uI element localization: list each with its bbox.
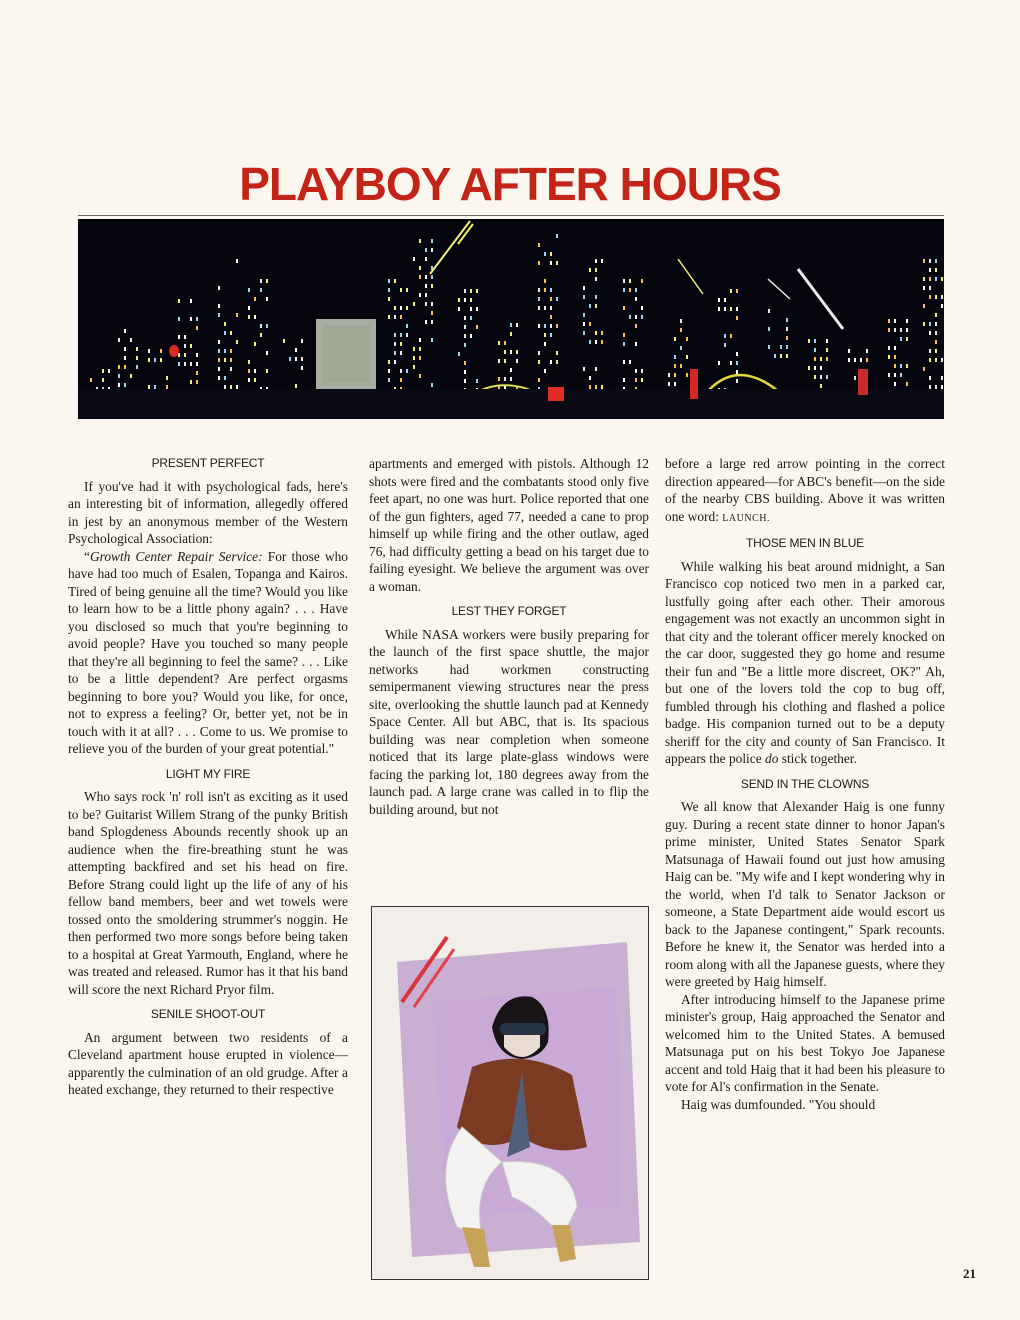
paragraph: [665, 455, 945, 527]
paragraph: [665, 558, 945, 768]
page-number: 21: [963, 1266, 976, 1281]
paragraph: If you've had it with psychological fads, here's an interesting bit of information, allegedly offered in jest by an anonymous member of the Western Psychological Association:: [68, 478, 348, 546]
masthead: PLAYBOY AFTER HOURS: [239, 158, 781, 210]
article-column-3: [665, 455, 945, 1113]
paragraph: “Growth Center Repair Service: For those who have had too much of Esalen, Topanga and Kairos. Tired of being genuine all the time? Would you like to learn how to be a little phony again? . . . Have you disclosed so much that you're beginning to avoid people? Have you touched so many people that they're all beginning to feel the same? . . . Like to be a little dependent? Are perfect orgasms beginning to bore you? Would you like, for once, not to express a feeling? Or, better yet, not be in touch with it at all? . . . Come to us. We promise to relieve you of the burden of your great potential.": [68, 548, 348, 756]
paragraph-text: before a large red arrow pointing in the correct direction appeared—for ABC's benefit—on the side of the nearby CBS building. Above it was written one word:: [665, 456, 945, 524]
paragraph: Who says rock 'n' roll isn't as exciting as it used to be? Guitarist Willem Strang of the punky British band Splogdeness Abounds recently shook up an audience when the fire-breathing stunt he was attempting backfired and set his head on fire. Before Strang could light up the life of any of his fellow band members, beer and wet towels were tossed onto the smoldering strummer's noggin. He then performed two more songs before being taken to a hospital at Great Yarmouth, England, where he was treated and released. Rumor has it that his band will score the next Richard Pryor film.: [68, 789, 348, 997]
paragraph: An argument between two residents of a Cleveland apartment house erupted in violence—apparently the culmination of an old grudge. After a heated exchange, they returned to their respective: [68, 1029, 348, 1097]
emphasis: do: [765, 751, 779, 766]
section-heading: LEST THEY FORGET: [451, 604, 567, 618]
article-column-2: [369, 455, 649, 818]
paragraph: Haig was dumfounded. "You should: [681, 1096, 876, 1112]
paragraph: apartments and emerged with pistols. Although 12 shots were fired and the combatants stood only five feet apart, no one was hurt. Police reported that one of the gun fighters, aged 77, needed a cane to prop himself up while firing and the other outlaw, aged 76, had difficulty getting a bead on his target due to failing eyesight. We believe the argument was over a woman.: [369, 456, 649, 594]
paragraph: We all know that Alexander Haig is one funny guy. During a recent state dinner to honor Japan's prime minister, United States Senator Spark Matsunaga of Hawaii found out just how amusing Haig can be. "My wife and I kept wondering why in the world, when I'd talk to Senator Jackson or someone, a State Department aide would escort us back to the Japanese contingent," Spark recounts. Before he knew it, the Senator was herded into a room along with all the Japanese guests, where they were greeted by Haig himself.: [665, 799, 945, 989]
section-heading: SENILE SHOOT-OUT: [150, 1007, 266, 1021]
masthead-rule: [78, 215, 944, 216]
section-heading: SEND IN THE CLOWNS: [740, 776, 870, 791]
paragraph-text: stick together.: [778, 751, 857, 766]
paragraph: After introducing himself to the Japanese prime minister's group, Haig approached the Senator and welcomed him to the United States. A bemused Matsunaga put on his best Tokyo Joe Japanese accent and told Haig that it had been his pleasure to vote for Al's confirmation in the Senate.: [665, 991, 945, 1094]
section-heading: THOSE MEN IN BLUE: [746, 536, 864, 550]
paragraph: While NASA workers were busily preparing for the launch of the first space shuttle, the major networks had workmen constructing semipermanent viewing structures near the press site, overlooking the shuttle launch pad at Kennedy Space Center. All but ABC, that is. Its spacious building was near completion when someone noticed that its large plate-glass windows were facing the parking lot, 180 degrees away from the launch pad. A large crane was called in to flip the building around, but not: [369, 626, 649, 817]
section-heading: LIGHT MY FIRE: [165, 766, 251, 781]
emphasis: Growth Center Repair Service:: [89, 548, 263, 564]
woman-illustration: [371, 906, 649, 1280]
city-skyline-illustration: [78, 219, 944, 419]
article-column-1: [68, 455, 348, 1099]
paragraph-text: For those who have had too much of Esalen, Topanga and Kairos. Tired of being genuine all the time? Would you like to learn how to be a little phony again? . . . Have you disclosed so much that you're beginning to avoid people? Have you touched so many people that they're all beginning to feel the same? . . . Like to be a little dependent? Are perfect orgasms beginning to bore you? Would you like, for once, not to express a feeling? Or, better yet, not be in touch with it at all? . . . Come to us. We promise to relieve you of the burden of your great potential.": [68, 548, 348, 756]
small-caps-word: LAUNCH.: [722, 512, 770, 524]
paragraph-text: While walking his beat around midnight, a San Francisco cop noticed two men in a parked car, lustfully going after each other. Their amorous engagement was not exactly an uncommon sight in that city and the tolerant officer merely knocked on the car door, suggested they go home and resume their fun and "Be a little more discreet, OK?" Ah, but one of the lovers told the cop to bug off, fumbled through his clothing and flashed a police badge. His companion turned out to be a deputy sheriff for the city and county of San Francisco. It appears the police: [665, 558, 945, 766]
section-heading: PRESENT PERFECT: [151, 456, 265, 470]
